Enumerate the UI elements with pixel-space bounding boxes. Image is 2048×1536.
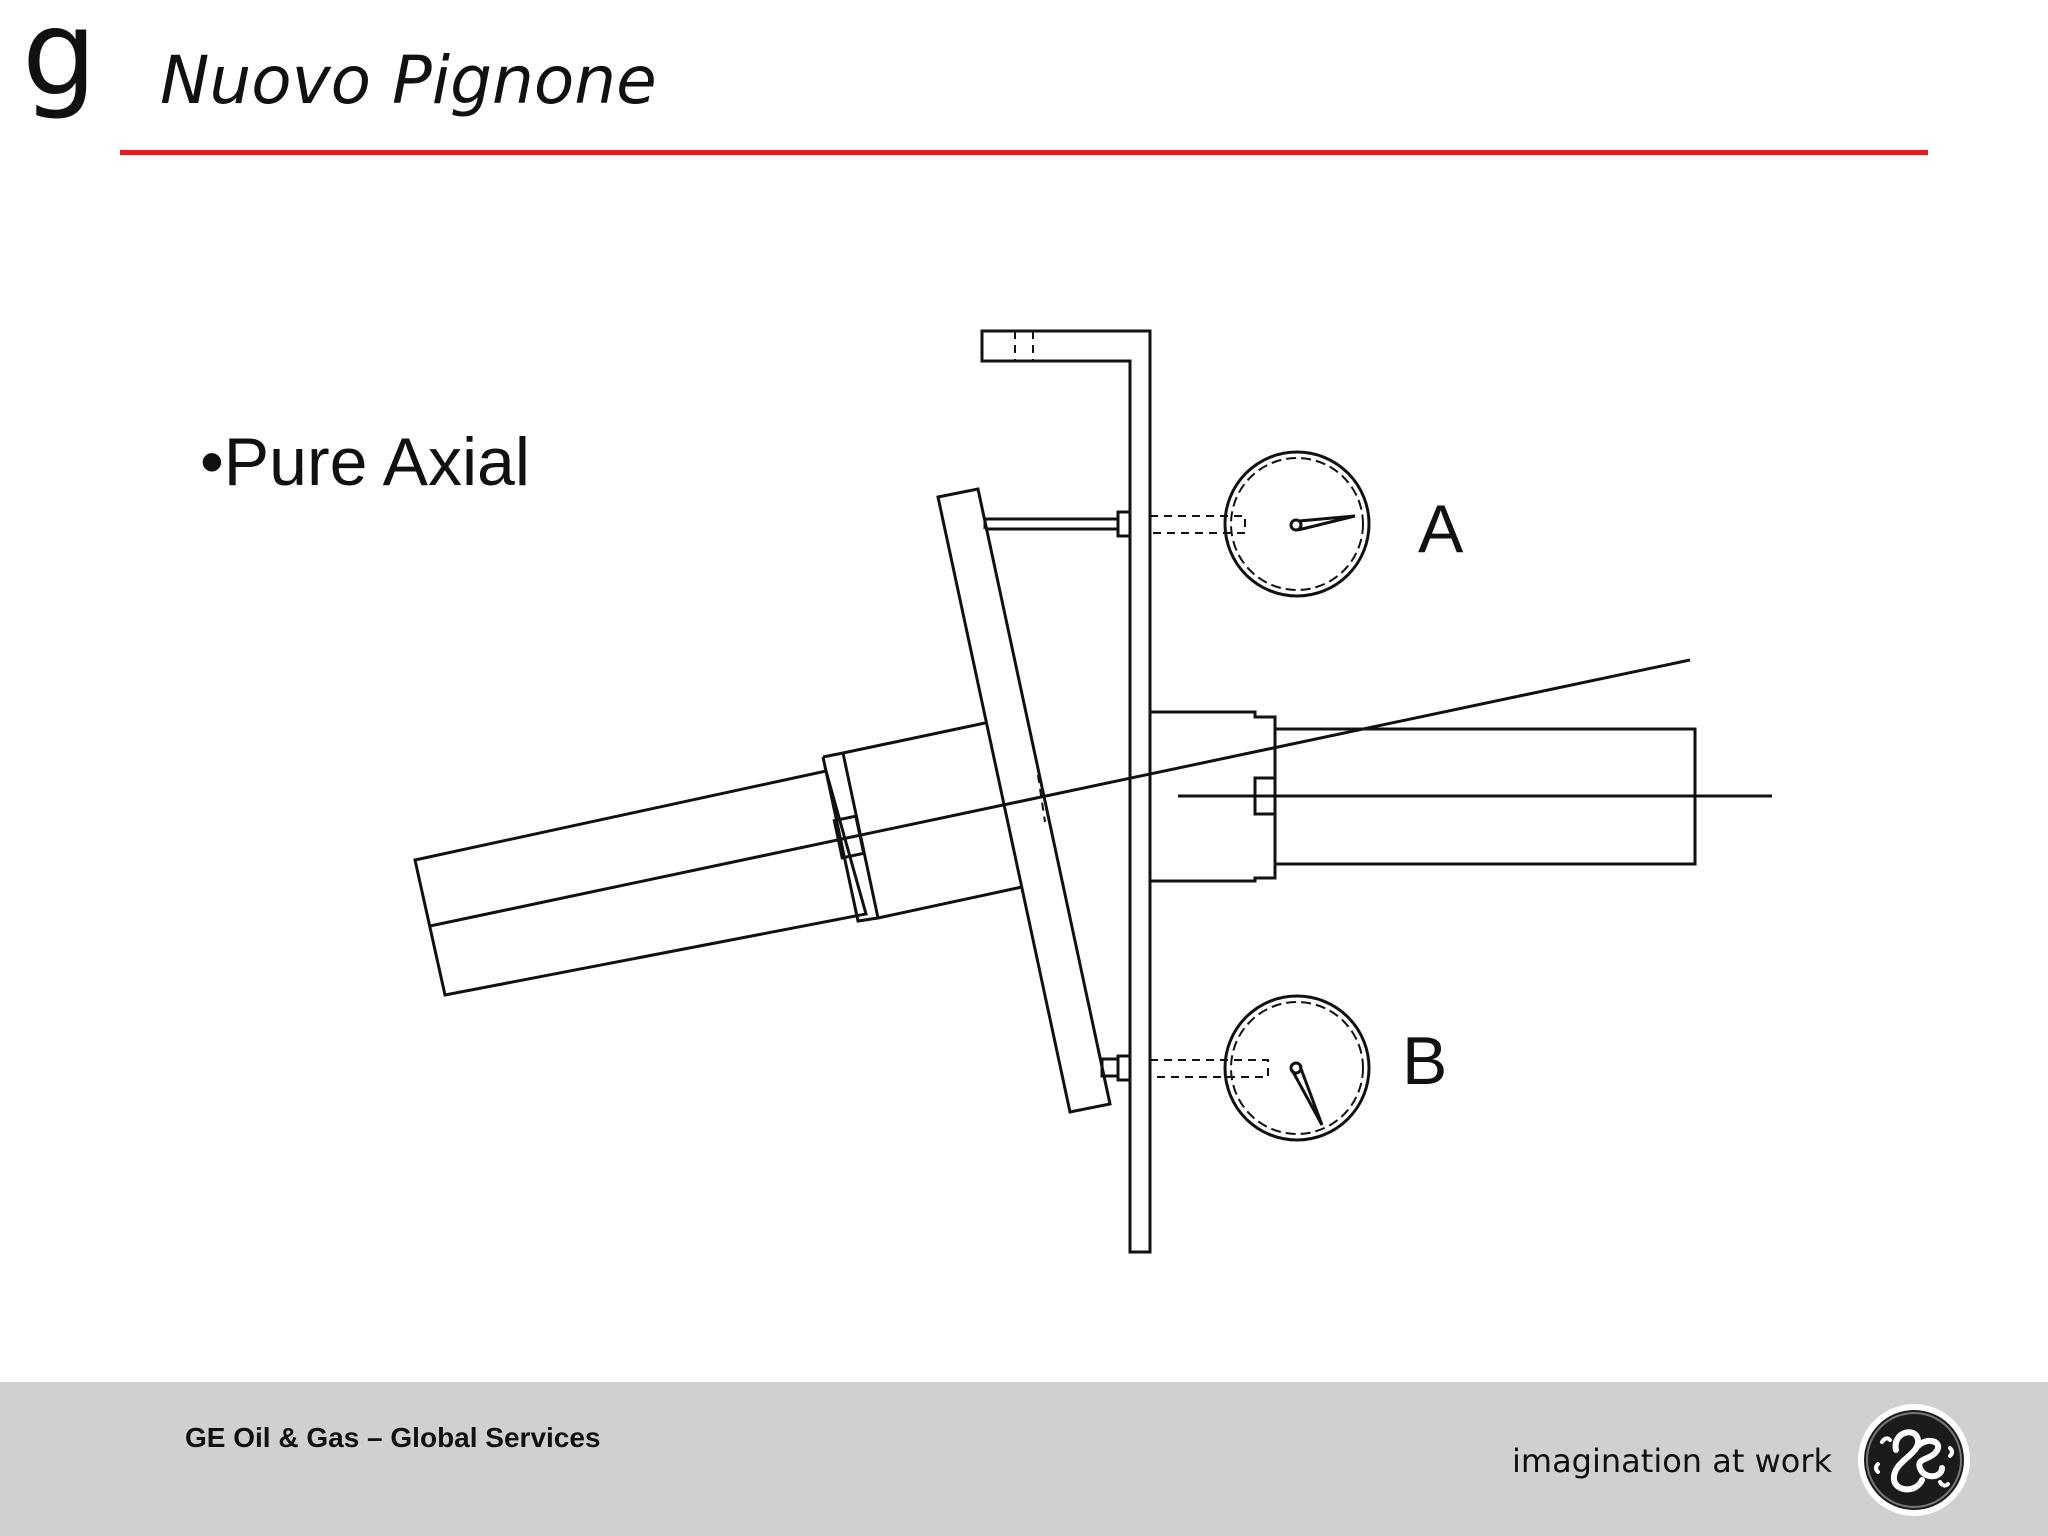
brand-letter-logo: g [22, 0, 97, 122]
gauge-b-needle [1292, 1066, 1322, 1125]
footer-bar [0, 1382, 2048, 1536]
company-title: Nuovo Pignone [160, 42, 657, 119]
gauge-b-label: B [1402, 1023, 1448, 1099]
bullet-pure-axial: •Pure Axial [200, 424, 530, 500]
footer-division-text: GE Oil & Gas – Global Services [185, 1422, 601, 1453]
gauge-a-label: A [1418, 491, 1464, 567]
gauge-a-needle [1298, 516, 1355, 530]
gauge-b-dial [1225, 996, 1369, 1140]
footer-tagline: imagination at work [1512, 1442, 1832, 1480]
left-shaft-centerline [430, 660, 1690, 926]
gauge-a-dial [1225, 452, 1369, 596]
ge-monogram-icon [1856, 1402, 1972, 1518]
